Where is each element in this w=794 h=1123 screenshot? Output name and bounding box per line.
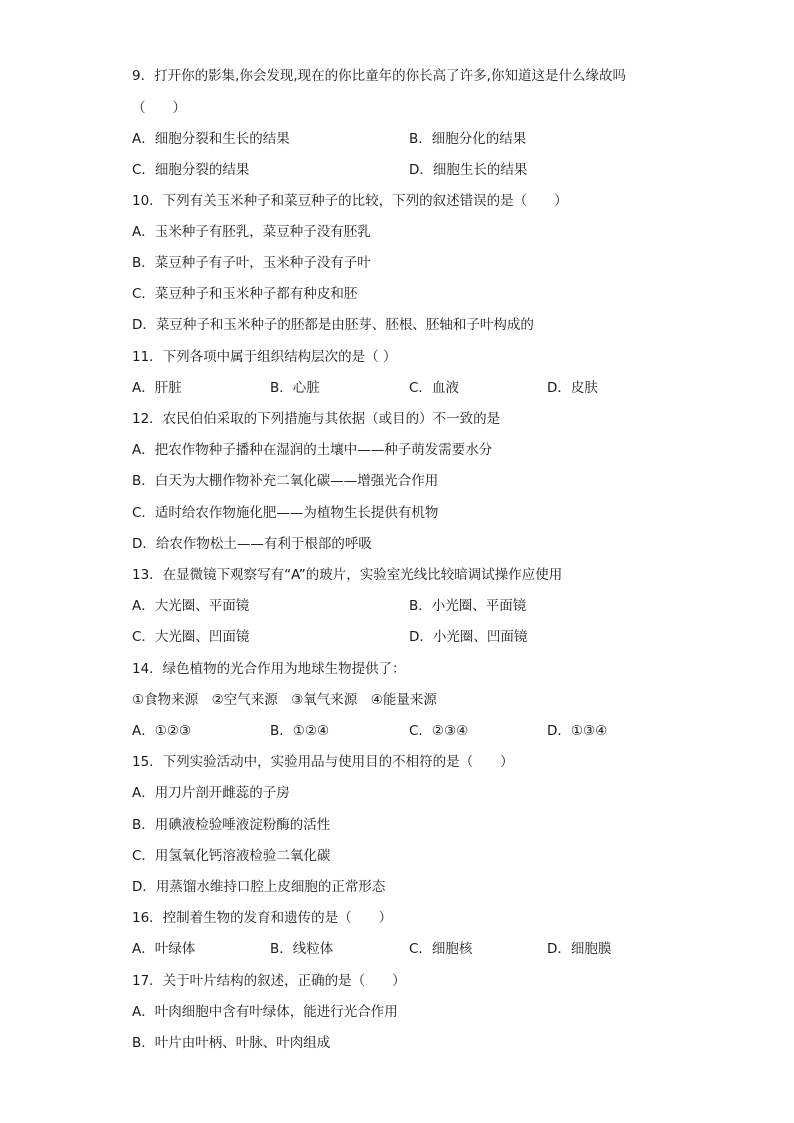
question-9-option-c[interactable]: C．细胞分裂的结果 <box>132 162 250 178</box>
question-16-option-a[interactable]: A．叶绿体 <box>132 941 196 957</box>
question-14-option-b[interactable]: B．①②④ <box>270 723 330 739</box>
question-12-option-c[interactable]: C．适时给农作物施化肥——为植物生长提供有机物 <box>132 505 439 521</box>
question-10-option-b[interactable]: B．菜豆种子有子叶，玉米种子没有子叶 <box>132 255 371 271</box>
question-16-stem: 16．控制着生物的发育和遗传的是（ ） <box>132 910 393 926</box>
question-11-option-b[interactable]: B．心脏 <box>270 380 320 396</box>
question-12-option-b[interactable]: B．白天为大棚作物补充二氧化碳——增强光合作用 <box>132 473 439 489</box>
question-15-stem: 15．下列实验活动中，实验用品与使用目的不相符的是（ ） <box>132 754 514 770</box>
question-10-option-a[interactable]: A．玉米种子有胚乳，菜豆种子没有胚乳 <box>132 224 371 240</box>
question-16-option-c[interactable]: C．细胞核 <box>409 941 473 957</box>
question-16-option-b[interactable]: B．线粒体 <box>270 941 334 957</box>
question-17-stem: 17．关于叶片结构的叙述，正确的是（ ） <box>132 973 406 989</box>
question-15-option-b[interactable]: B．用碘液检验唾液淀粉酶的活性 <box>132 817 331 833</box>
question-15-option-a[interactable]: A．用刀片剖开雌蕊的子房 <box>132 785 290 801</box>
question-13-stem: 13．在显微镜下观察写有“A”的玻片，实验室光线比较暗调试操作应使用 <box>132 567 563 583</box>
question-17-option-b[interactable]: B．叶片由叶柄、叶脉、叶肉组成 <box>132 1035 331 1051</box>
question-11-option-c[interactable]: C．血液 <box>409 380 459 396</box>
question-10-option-c[interactable]: C．菜豆种子和玉米种子都有种皮和胚 <box>132 286 358 302</box>
question-11-option-a[interactable]: A．肝脏 <box>132 380 182 396</box>
question-9-option-d[interactable]: D．细胞生长的结果 <box>409 162 528 178</box>
question-9-option-b[interactable]: B．细胞分化的结果 <box>409 131 527 147</box>
question-13-option-b[interactable]: B．小光圈、平面镜 <box>409 598 527 614</box>
question-12-option-a[interactable]: A．把农作物种子播种在湿润的土壤中——种子萌发需要水分 <box>132 442 493 458</box>
question-14-stem: 14．绿色植物的光合作用为地球生物提供了： <box>132 661 406 677</box>
question-15-option-c[interactable]: C．用氢氧化钙溶液检验二氧化碳 <box>132 848 331 864</box>
question-13-option-a[interactable]: A．大光圈、平面镜 <box>132 598 250 614</box>
question-9-option-a[interactable]: A．细胞分裂和生长的结果 <box>132 131 290 147</box>
question-14-option-d[interactable]: D．①③④ <box>547 723 608 739</box>
question-9-stem-bracket: （ ） <box>132 100 186 116</box>
question-10-stem: 10．下列有关玉米种子和菜豆种子的比较，下列的叙述错误的是（ ） <box>132 193 568 209</box>
question-14-option-a[interactable]: A．①②③ <box>132 723 192 739</box>
question-17-option-a[interactable]: A．叶肉细胞中含有叶绿体，能进行光合作用 <box>132 1004 398 1020</box>
question-13-option-d[interactable]: D．小光圈、凹面镜 <box>409 629 528 645</box>
question-12-option-d[interactable]: D．给农作物松土——有利于根部的呼吸 <box>132 536 372 552</box>
question-16-option-d[interactable]: D．细胞膜 <box>547 941 612 957</box>
question-10-option-d[interactable]: D．菜豆种子和玉米种子的胚都是由胚芽、胚根、胚轴和子叶构成的 <box>132 317 534 333</box>
question-14-option-c[interactable]: C．②③④ <box>409 723 469 739</box>
question-12-stem: 12．农民伯伯采取的下列措施与其依据（或目的）不一致的是 <box>132 411 501 427</box>
question-11-stem: 11．下列各项中属于组织结构层次的是（ ） <box>132 349 397 365</box>
question-14-choices: ①食物来源 ②空气来源 ③氧气来源 ④能量来源 <box>132 692 437 708</box>
question-11-option-d[interactable]: D．皮肤 <box>547 380 598 396</box>
question-15-option-d[interactable]: D．用蒸馏水维持口腔上皮细胞的正常形态 <box>132 879 386 895</box>
question-13-option-c[interactable]: C．大光圈、凹面镜 <box>132 629 250 645</box>
question-9-stem: 9．打开你的影集,你会发现,现在的你比童年的你长高了许多,你知道这是什么缘故吗 <box>132 68 626 84</box>
